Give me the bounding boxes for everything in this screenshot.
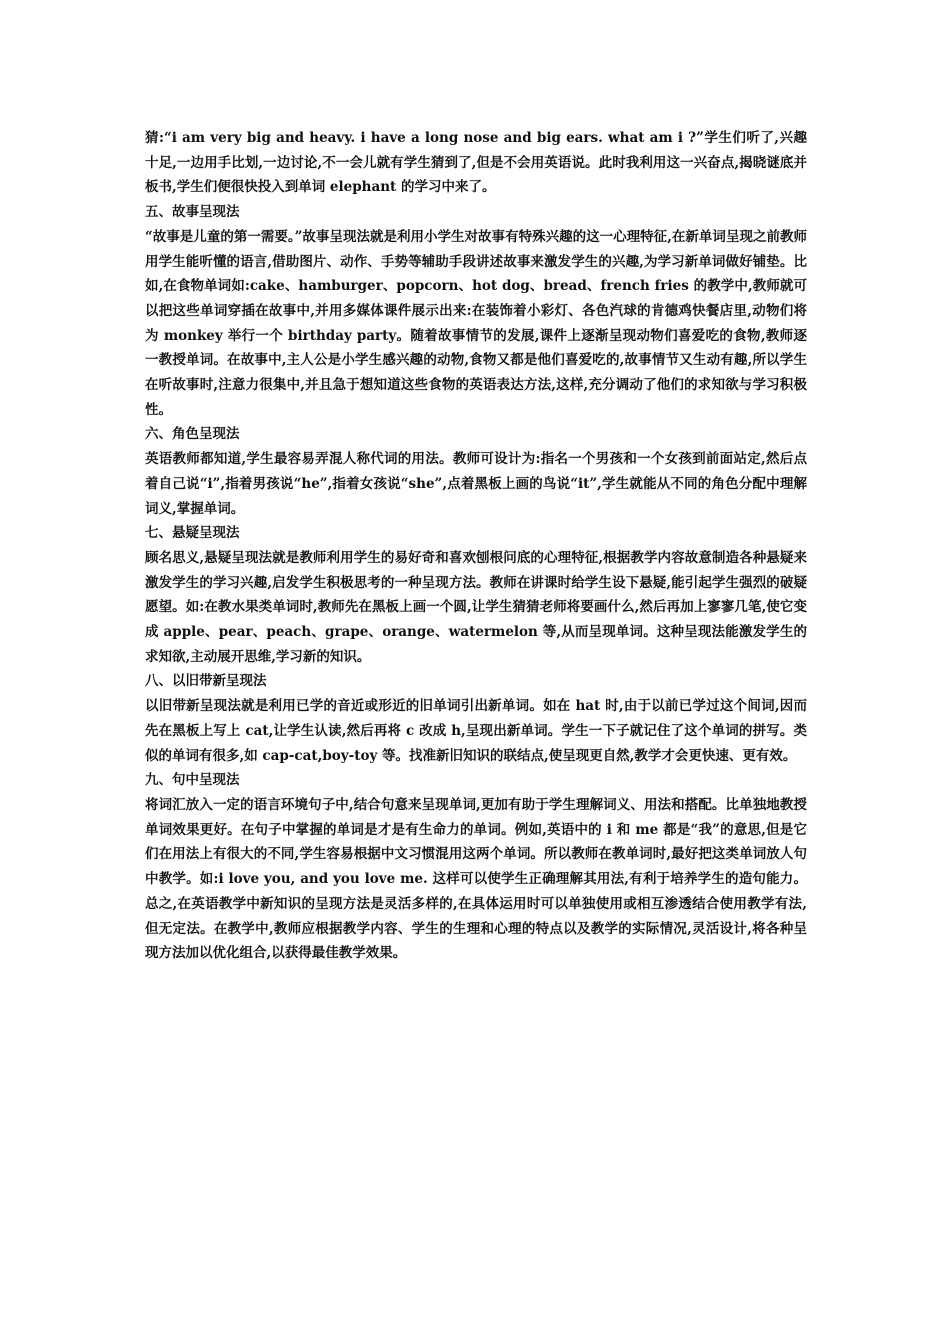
section-body-sentence: 将词汇放入一定的语言环境句子中,结合句意来呈现单词,更加有助于学生理解词义、用法和搭配。比单独地教授单词效果更好。在句子中掌握的单词是才是有生命力的单词。例如,英语中的 i 和 me 都是“我”的意思,但是它们在用法上有很大的不同,学生容易根据中文习惯混用这两个单词。所以教师在教单词时,最好把这类单词放人句中教学。如:i love you, and you love me. 这样可以使学生正确理解其用法,有利于培养学生的造句能力。总之,在英语教学中新知识的呈现方法是灵活多样的,在具体运用时可以单独使用或相互渗透结合使用教学有法,但无定法。在教学中,教师应根据教学内容、学生的生理和心理的特点以及教学的实际情况,灵活设计,将各种呈现方法加以优化组合,以获得最佳教学效果。 — [145, 796, 807, 962]
intro-paragraph: 猜:“i am very big and heavy. i have a long nose and big ears. what am i ?”学生们听了,兴趣十足,一边用手比划,一边讨论,不一会儿就有学生猜到了,但是不会用英语说。此时我利用这一兴奋点,揭晓谜底并板书,学生们便很快投入到单词 elephant 的学习中来了。 — [145, 130, 807, 196]
section-body-role: 英语教师都知道,学生最容易弄混人称代词的用法。教师可设计为:指名一个男孩和一个女孩到前面站定,然后点着自己说“i”,指着男孩说“he”,指着女孩说“she”,点着黑板上画的鸟说“it”,学生就能从不同的角色分配中理解词义,掌握单词。 — [145, 451, 807, 517]
section-heading-role: 六、角色呈现法 — [145, 426, 240, 443]
section-heading-sentence: 九、句中呈现法 — [145, 772, 240, 789]
document-body — [145, 126, 807, 966]
section-heading-suspense: 七、悬疑呈现法 — [145, 525, 240, 542]
section-body-suspense: 顾名思义,悬疑呈现法就是教师利用学生的易好奇和喜欢刨根问底的心理特征,根据教学内容故意制造各种悬疑来激发学生的学习兴趣,启发学生积极思考的一种呈现方法。教师在讲课时给学生设下悬疑,能引起学生强烈的破疑愿望。如:在教水果类单词时,教师先在黑板上画一个圆,让学生猜猜老师将要画什么,然后再加上寥寥几笔,使它变成 apple、pear、peach、grape、orange、watermelon 等,从而呈现单词。这种呈现法能激发学生的求知欲,主动展开思维,学习新的知识。 — [145, 549, 807, 665]
section-body-old-to-new: 以旧带新呈现法就是利用已学的音近或形近的旧单词引出新单词。如在 hat 时,由于以前已学过这个间词,因而先在黑板上写上 cat,让学生认读,然后再将 c 改成 h,呈现出新单词。学生一下子就记住了这个单词的拼写。类似的单词有很多,如 cap-cat,boy-toy 等。找准新旧知识的联结点,使呈现更自然,教学才会更快速、更有效。 — [145, 698, 807, 764]
section-body-story: “故事是儿童的第一需要。”故事呈现法就是利用小学生对故事有特殊兴趣的这一心理特征,在新单词呈现之前教师用学生能听懂的语言,借助图片、动作、手势等辅助手段讲述故事来激发学生的兴趣,为学习新单词做好铺垫。比如,在食物单词如:cake、hamburger、popcorn、hot dog、bread、french fries 的教学中,教师就可以把这些单词穿插在故事中,并用多媒体课件展示出来:在装饰着小彩灯、各色汽球的肯德鸡快餐店里,动物们将为 monkey 举行一个 birthday party。随着故事情节的发展,课件上逐渐呈现动物们喜爱吃的食物,教师逐一教授单词。在故事中,主人公是小学生感兴趣的动物,食物又都是他们喜爱吃的,故事情节又生动有趣,所以学生在听故事时,注意力很集中,并且急于想知道这些食物的英语表达方法,这样,充分调动了他们的求知欲与学习积极性。 — [145, 228, 807, 418]
section-heading-old-to-new: 八、以旧带新呈现法 — [145, 673, 267, 690]
section-heading-story: 五、故事呈现法 — [145, 204, 240, 221]
